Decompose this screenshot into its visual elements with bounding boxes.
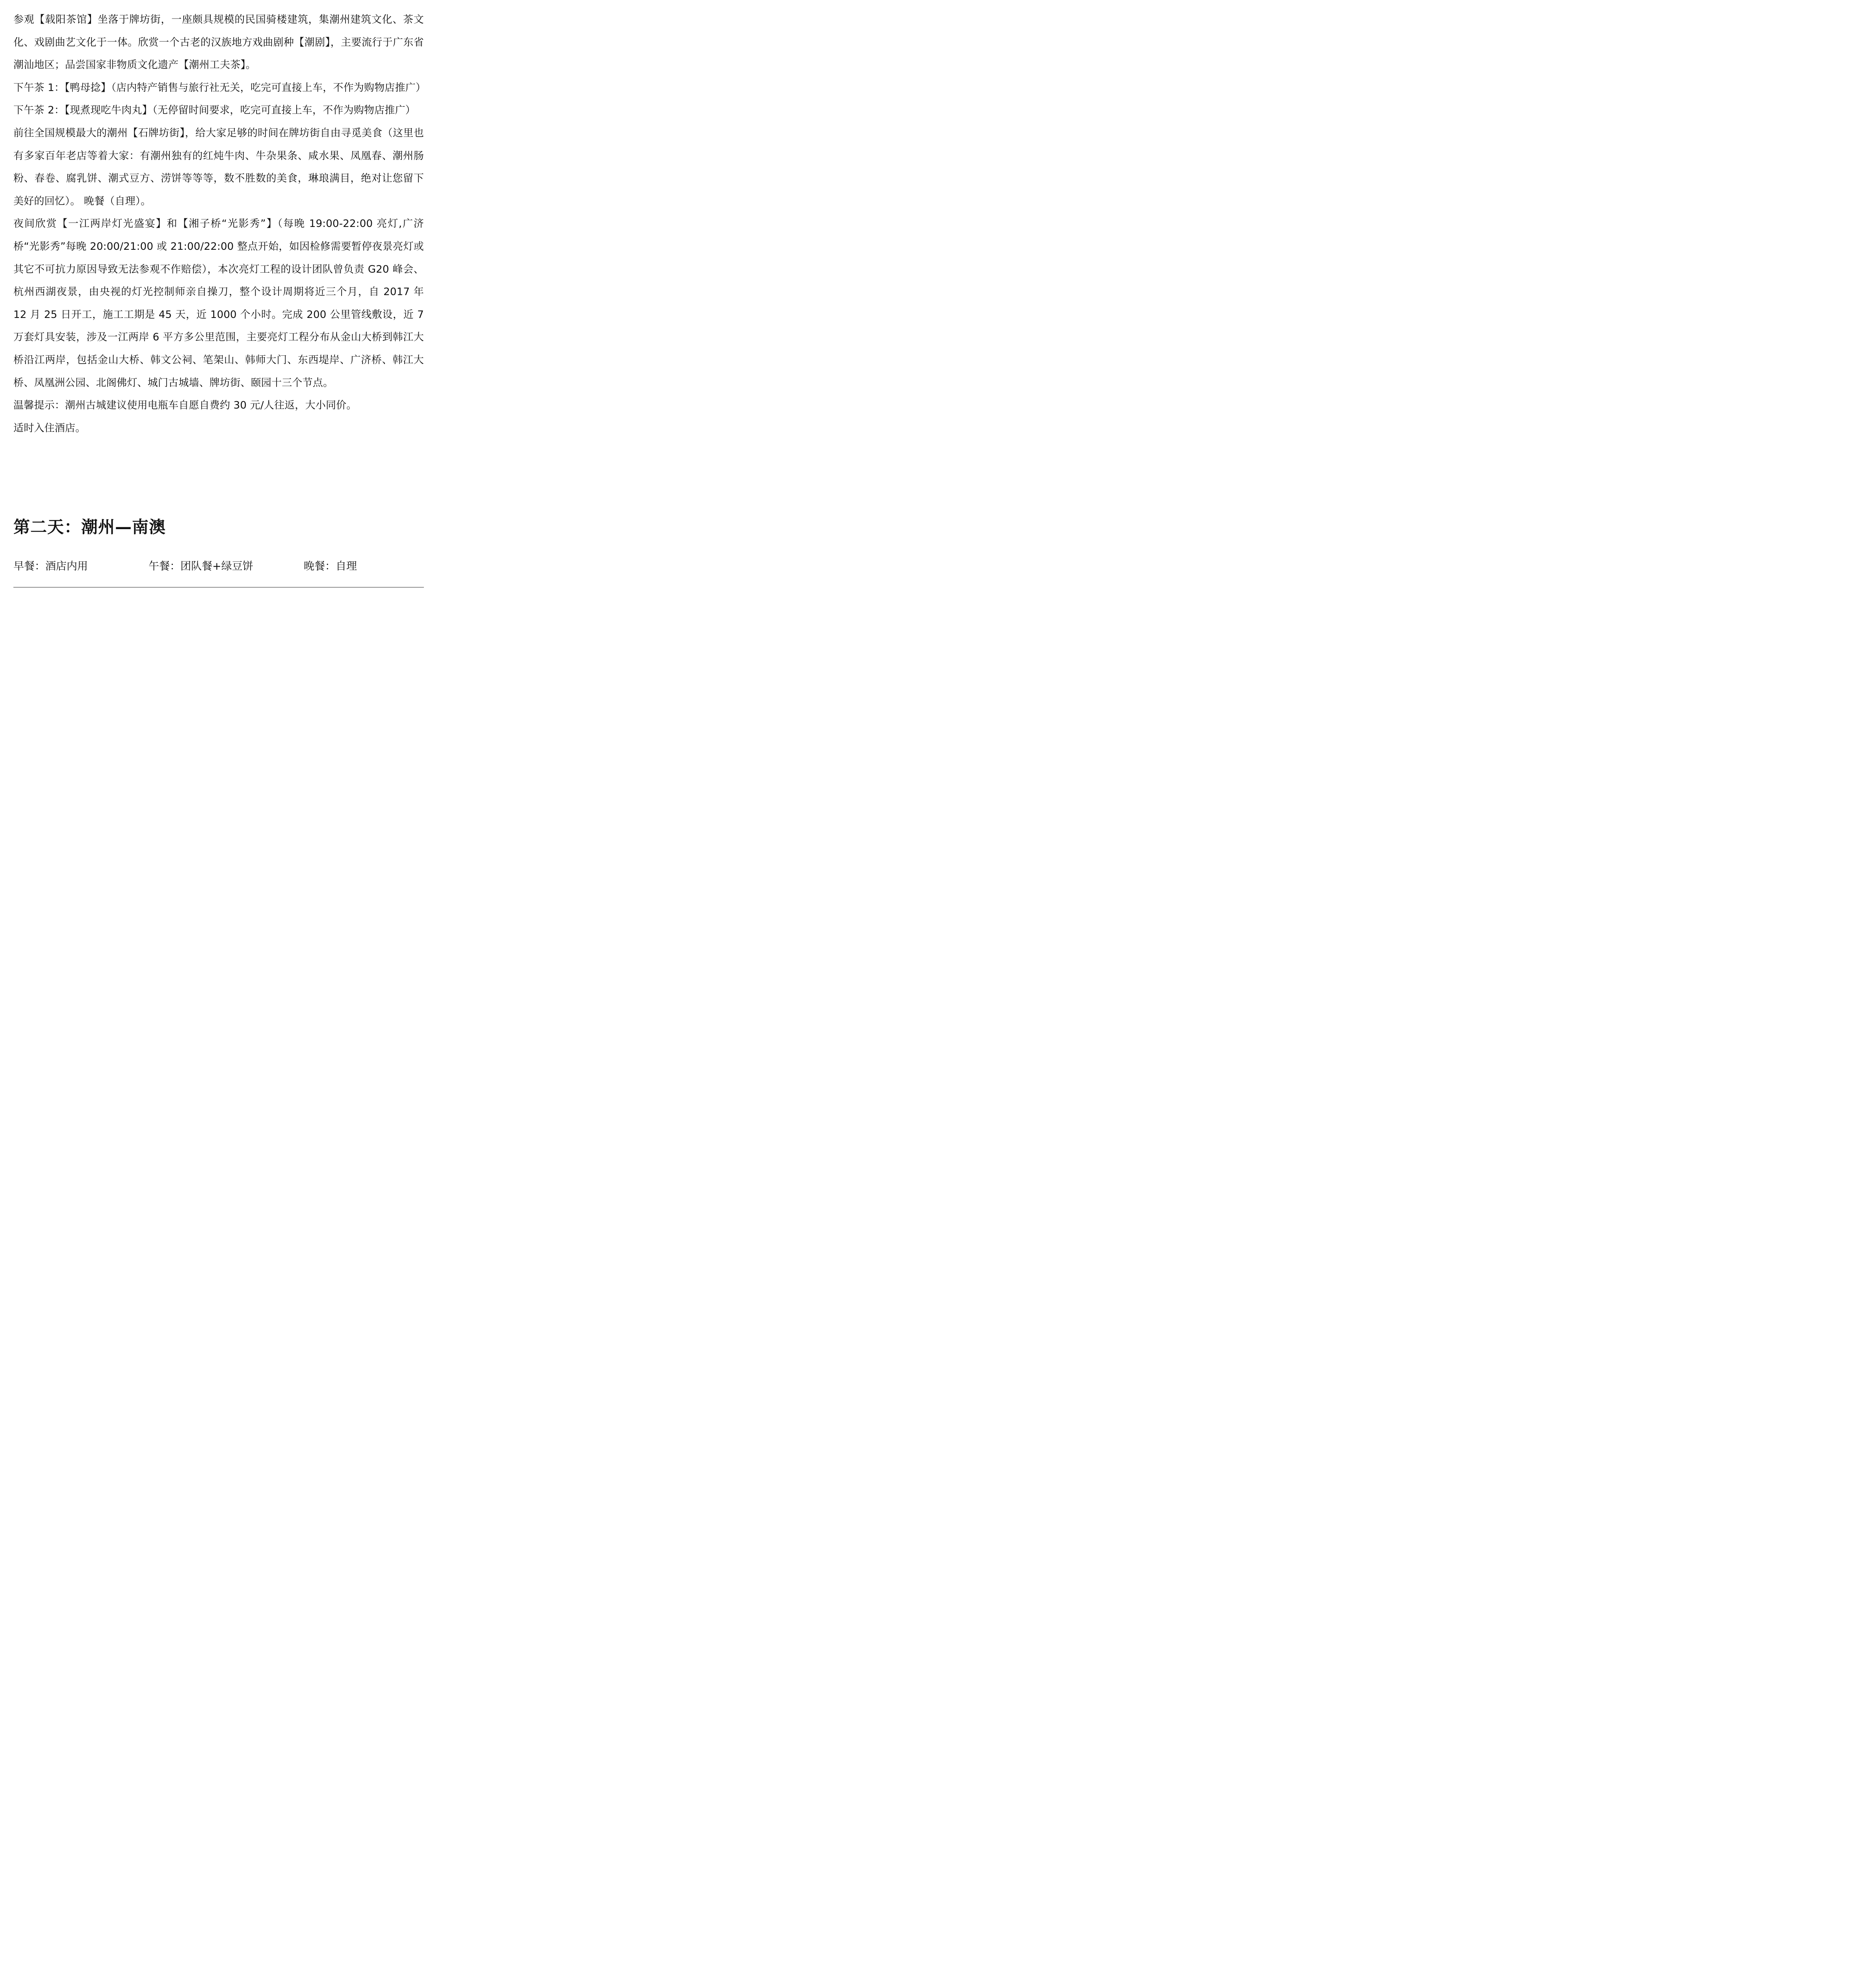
day-heading: 第二天：潮州—南澳 — [13, 517, 166, 537]
meals-row — [13, 556, 424, 577]
paragraph-afternoon-tea-1: 下午茶 1：【鸭母捻】（店内特产销售与旅行社无关，吃完可直接上车，不作为购物店推广） — [13, 82, 426, 94]
meal-dinner: 晚餐：自理 — [304, 560, 357, 572]
paragraph-afternoon-tea-2: 下午茶 2：【现煮现吃牛肉丸】（无停留时间要求，吃完可直接上车，不作为购物店推广） — [13, 104, 416, 117]
paragraph-hotel: 适时入住酒店。 — [13, 422, 86, 434]
itinerary-body — [13, 9, 424, 440]
paragraph-paifang-street: 前往全国规模最大的潮州【石牌坊街】，给大家足够的时间在牌坊街自由寻觅美食（这里也有多家百年老店等着大家：有潮州独有的红炖牛肉、牛杂果条、咸水果、凤凰春、潮州肠粉、春卷、腐乳饼、潮式豆方、涝饼等等等，数不胜数的美食，琳琅满目，绝对让您留下美好的回忆）。 晚餐（自理）。 — [13, 127, 424, 207]
meal-lunch: 午餐：团队餐+绿豆饼 — [149, 560, 253, 572]
document-page — [0, 0, 435, 615]
paragraph-tea-house: 参观【载阳茶馆】坐落于牌坊街，一座颇具规模的民国骑楼建筑，集潮州建筑文化、茶文化、戏剧曲艺文化于一体。欣赏一个古老的汉族地方戏曲剧种【潮剧】，主要流行于广东省潮汕地区；品尝国家非物质文化遗产【潮州工夫茶】。 — [13, 14, 424, 71]
meal-breakfast: 早餐：酒店内用 — [13, 560, 88, 572]
paragraph-tip: 温馨提示：潮州古城建议使用电瓶车自愿自费约 30 元/人往返，大小同价。 — [13, 400, 357, 412]
paragraph-light-show: 夜间欣赏【一江两岸灯光盛宴】和【湘子桥“光影秀”】（每晚 19:00-22:00 亮灯,广济桥“光影秀”每晚 20:00/21:00 或 21:00/22:00 整点开始，如因检修需要暂停夜景亮灯或其它不可抗力原因导致无法参观不作赔偿），本次亮灯工程的设计团队曾负责 G20 峰会、杭州西湖夜景，由央视的灯光控制师亲自操刀，整个设计周期将近三个月，自 2017 年 12 月 25 日开工，施工工期是 45 天，近 1000 个小时。完成 200 公里管线敷设，近 7 万套灯具安装，涉及一江两岸 6 平方多公里范围，主要亮灯工程分布从金山大桥到韩江大桥沿江两岸，包括金山大桥、韩文公祠、笔架山、韩师大门、东西堤岸、广济桥、韩江大桥、凤凰洲公园、北阁佛灯、城门古城墙、牌坊街、颐园十三个节点。 — [13, 218, 424, 389]
